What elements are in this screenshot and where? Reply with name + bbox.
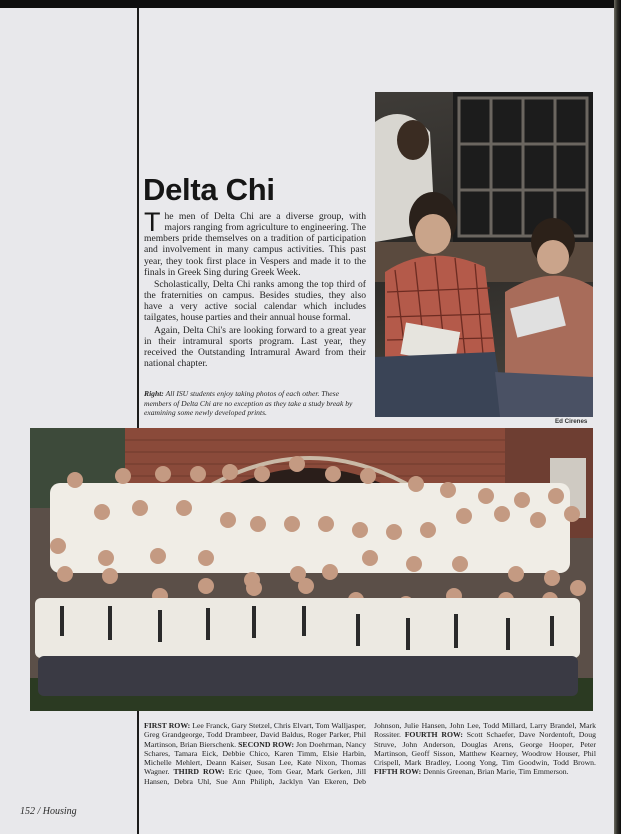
row-names-fifth: Dennis Greenan, Brian Marie, Tim Emmerson. [421,767,569,777]
row-label-fourth: FOURTH ROW: [404,730,463,740]
group-photo-illustration [30,428,593,711]
row-label-fifth: FIFTH ROW: [374,767,422,777]
caption-text: All ISU students enjoy taking photos of each other. These members of Delta Chi are no exception as they take a study break by examining some newly developed prints. [144,389,353,418]
group-names [144,721,596,786]
paragraph-1-text: he men of Delta Chi are a diverse group, with majors ranging from agriculture to engineering. The members pride themselves on a tradition of participation and involvement in many campus activities. This past year, they took first place in Vespers and made it to the finals in Greek Sing during Greek Week. [144,211,366,278]
drop-cap: T [144,207,161,237]
caption-label: Right: [144,389,164,398]
paragraph-1 [144,207,366,278]
row-names-first: Lee Franck, Gary Stetzel, Chris Elvart, Tom Walljasper, Greg Grandgeorge, Todd Drambeer, David Baldus, Roger Parker, Phil Martinson, Brian Bierschenk. [144,721,366,749]
group-photo [30,428,593,711]
row-label-third: THIRD ROW: [173,767,225,777]
row-label-second: SECOND ROW: [238,739,295,749]
book-edge [614,0,621,834]
page-title: Delta Chi [143,172,275,207]
article-body [144,207,366,370]
candid-photo [375,92,593,417]
row-label-first: FIRST ROW: [144,721,191,730]
candid-photo-illustration [375,92,593,417]
photo-credit: Ed Cirenes [555,418,588,425]
photo-caption [144,389,368,418]
row-names-fourth: Scott Schaefer, Dave Nordentoft, Doug Struve, John Anderson, Douglas Arens, George Hooper, Peter Martinson, Geoff Sisson, Matthew Kearney, Woodrow Houser, Phil Crispell, Mark Bradley, Loong Yong, Tim Goodwin, Todd Brown. [374,730,596,768]
paragraph-3: Again, Delta Chi's are looking forward to a great year in their intramural sports program. Last year, they received the Outstanding Intramural Award from their national chapter. [144,324,366,370]
row-names-third: Eric Quee, Tom Gear, Mark Gerken, Jill Hansen, Debra Uhl, Sue Ann Philiph, Jacklyn Van Ekeren, Deb Johnson, Julie Hansen, John Lee, Todd Millard, Larry Brandel, Mark Rossiter. [144,721,596,786]
paragraph-2: Scholastically, Delta Chi ranks among the top third of the fraternities on campus. Besides studies, they also have a very active social calendar which includes tailgates, house parties and their annual house formal. [144,278,366,324]
row-names-second: Jon Doehrman, Nancy Schares, Tamara Eick, Debbie Chico, Karen Timm, Elsie Harbin, Michelle Mehlert, Deann Kaiser, Susan Lee, Kate Nixon, Thomas Wagner. [144,739,367,777]
page-folio: 152 / Housing [20,806,77,817]
